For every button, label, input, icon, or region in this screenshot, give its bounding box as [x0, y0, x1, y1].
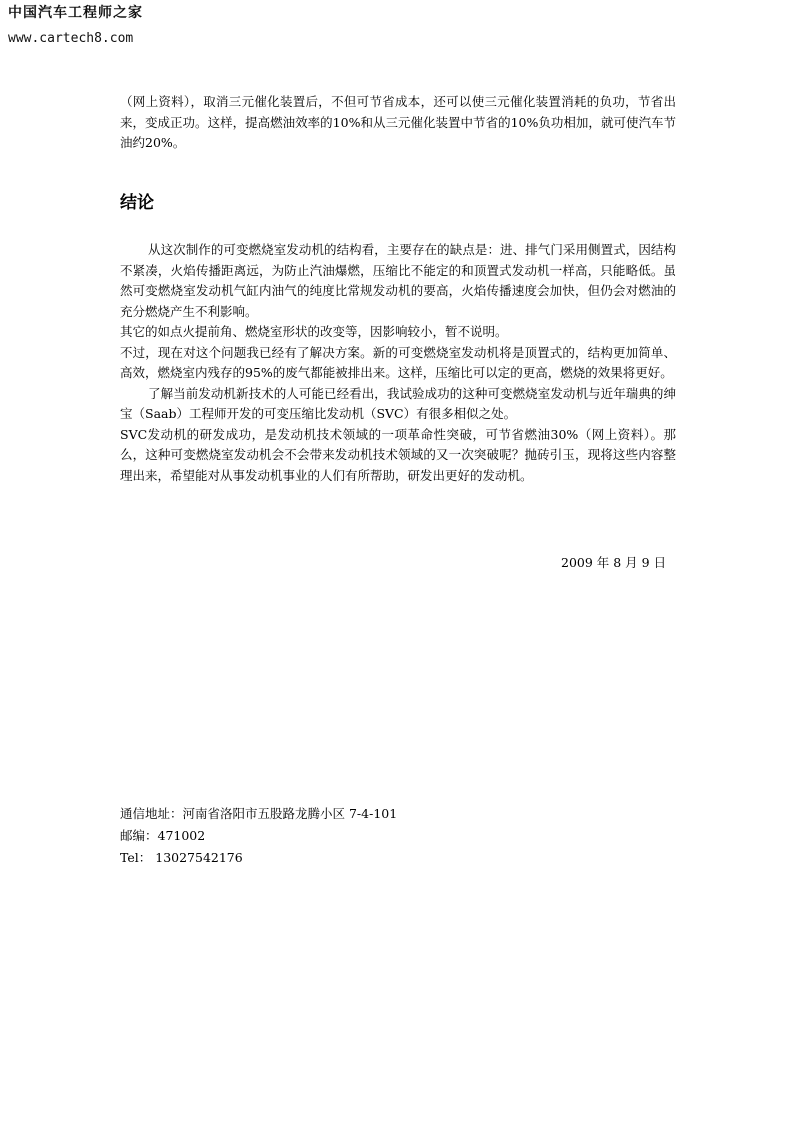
- conclusion-paragraph: 不过，现在对这个问题我已经有了解决方案。新的可变燃烧室发动机将是顶置式的，结构更加简单、高效，燃烧室内残存的95%的废气都能被排出来。这样，压缩比可以定的更高，燃烧的效果将更好。: [120, 344, 676, 380]
- conclusion-paragraph: 了解当前发动机新技术的人可能已经看出，我试验成功的这种可变燃烧室发动机与近年瑞典的绅宝（Saab）工程师开发的可变压缩比发动机（SVC）有很多相似之处。: [120, 385, 676, 421]
- contact-tel: Tel： 13027542176: [120, 850, 243, 865]
- contact-block: [120, 803, 397, 869]
- watermark-url: www.cartech8.com: [8, 31, 134, 46]
- contact-address: 通信地址：河南省洛阳市五股路龙腾小区 7-4-101: [120, 806, 398, 821]
- contact-postcode: 邮编：471002: [120, 828, 206, 843]
- document-date: 2009 年 8 月 9 日: [561, 555, 667, 570]
- conclusion-paragraph: 其它的如点火提前角、燃烧室形状的改变等，因影响较小，暂不说明。: [120, 324, 508, 339]
- conclusion-paragraph: 从这次制作的可变燃烧室发动机的结构看，主要存在的缺点是：进、排气门采用侧置式，因结构不紧凑，火焰传播距离远，为防止汽油爆燃，压缩比不能定的和顶置式发动机一样高，只能略低。虽然可变燃烧室发动机气缸内油气的纯度比常规发动机的要高，火焰传播速度会加快，但仍会对燃油的充分燃烧产生不利影响。: [120, 242, 676, 319]
- conclusion-heading: 结论: [120, 193, 154, 213]
- watermark-title: 中国汽车工程师之家: [8, 5, 143, 21]
- conclusion-paragraph: SVC发动机的研发成功，是发动机技术领域的一项革命性突破，可节省燃油30%（网上资料）。那么，这种可变燃烧室发动机会不会带来发动机技术领域的又一次突破呢？抛砖引玉，现将这些内容整理出来，希望能对从事发动机事业的人们有所帮助，研发出更好的发动机。: [120, 426, 676, 483]
- conclusion-body: [120, 240, 676, 486]
- site-watermark: [8, 6, 143, 45]
- intro-paragraph: （网上资料），取消三元催化装置后，不但可节省成本，还可以使三元催化装置消耗的负功，节省出来，变成正功。这样，提高燃油效率的10%和从三元催化装置中节省的10%负功相加，就可使汽车节油约20%。: [120, 94, 676, 150]
- intro-section: [120, 92, 676, 154]
